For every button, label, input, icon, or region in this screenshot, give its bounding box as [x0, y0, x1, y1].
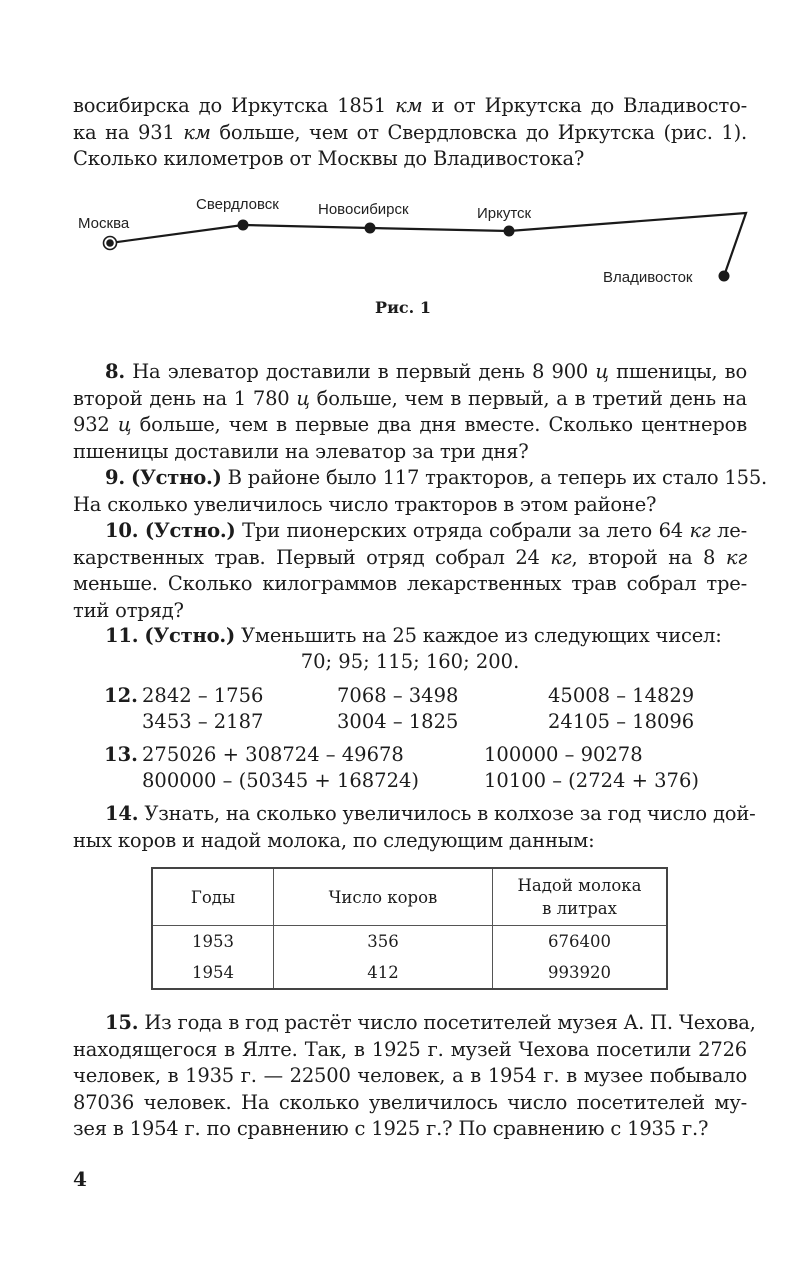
- expression: 275026 + 308724 – 49678: [142, 743, 404, 766]
- vladivostok-marker: [719, 271, 730, 282]
- problem-number: 12.: [104, 684, 138, 707]
- problem-number: 10.: [105, 519, 139, 542]
- text-span: больше, чем в первые два дня вместе. Сколько центнеров: [131, 413, 747, 436]
- text-span: Уменьшить на 25 каждое из следующих чисел:: [241, 624, 722, 647]
- text-line: [73, 1090, 747, 1117]
- header-milk-line: в литрах: [542, 899, 617, 918]
- problem-number: 15.: [105, 1011, 139, 1034]
- header-years: Годы: [152, 868, 274, 926]
- text-span: ных коров и надой молока, по следующим данным:: [73, 828, 595, 852]
- irkutsk-marker: [504, 226, 515, 237]
- table-row: [152, 957, 667, 989]
- text-span: пшеницы, во: [608, 360, 748, 383]
- unit-km: км: [395, 94, 423, 117]
- text-span: Узнать, на сколько увеличилось в колхозе за год число дой-: [144, 802, 756, 825]
- cell-cows: 356: [274, 926, 493, 958]
- route-line: [110, 213, 746, 276]
- text-line: [73, 120, 747, 147]
- text-span: ка на 931: [73, 120, 184, 144]
- expression: 45008 – 14829: [548, 684, 695, 707]
- expression: 7068 – 3498: [337, 684, 459, 707]
- text-span: зея в 1954 г. по сравнению с 1925 г.? По сравнению с 1935 г.?: [73, 1117, 709, 1140]
- city-label-novosibirsk: Новосибирск: [318, 201, 409, 218]
- text-span: больше, чем от Свердловска до Иркутска (рис. 1).: [210, 120, 747, 144]
- text-span: , второй на 8: [571, 545, 726, 569]
- text-line: [73, 571, 747, 598]
- page-number: 4: [73, 1167, 87, 1191]
- expression: 100000 – 90278: [484, 743, 643, 766]
- text-span: и от Иркутска до Владивосто-: [422, 94, 747, 117]
- problem-11-numbers: 70; 95; 115; 160; 200.: [300, 650, 520, 673]
- text-span: 932: [73, 413, 118, 436]
- text-line: [73, 598, 747, 625]
- table-header-row: [152, 868, 667, 926]
- problem-7-continuation: [73, 93, 747, 173]
- text-span: пшеницы доставили на элеватор за три дня?: [73, 439, 529, 463]
- text-line: [73, 492, 747, 519]
- unit-km: км: [183, 120, 211, 144]
- text-span: находящегося в Ялте. Так, в 1925 г. музей Чехова посетили 2726: [73, 1037, 747, 1061]
- problem-8: [73, 359, 747, 465]
- novosibirsk-marker: [365, 223, 376, 234]
- unit-centner: ц: [595, 360, 609, 383]
- header-milk: [493, 868, 668, 926]
- text-span: В районе было 117 тракторов, а теперь их стало 155.: [227, 466, 768, 489]
- text-span: карственных трав. Первый отряд собрал 24: [73, 545, 551, 569]
- text-span: Из года в год растёт число посетителей музея А. П. Чехова,: [144, 1011, 756, 1034]
- cell-milk: 676400: [548, 932, 611, 951]
- cows-milk-table: [151, 867, 668, 990]
- oral-tag: (Устно.): [144, 519, 236, 542]
- text-line: [73, 1063, 747, 1090]
- oral-tag: (Устно.): [144, 624, 236, 647]
- sverdlovsk-marker: [238, 220, 249, 231]
- text-line: [73, 439, 747, 466]
- text-span: человек, в 1935 г. — 22500 человек, а в 1954 г. в музее побывало: [73, 1064, 747, 1087]
- problem-10: [73, 518, 747, 624]
- text-line: [73, 518, 747, 545]
- problem-number: 13.: [104, 743, 138, 766]
- text-span: 87036 человек. На сколько увеличилось число посетителей му-: [73, 1090, 747, 1114]
- text-line: [73, 1010, 756, 1037]
- text-span: второй день на 1 780: [73, 386, 297, 410]
- table-row: [152, 926, 667, 958]
- city-label-irkutsk: Иркутск: [477, 205, 532, 222]
- problem-9: [73, 465, 768, 518]
- problem-number: 14.: [105, 802, 139, 825]
- text-span: Три пионерских отряда собрали за лето 64: [242, 519, 690, 542]
- text-line: [73, 146, 747, 173]
- city-label-moscow: Москва: [78, 215, 130, 232]
- city-label-vladivostok: Владивосток: [603, 269, 693, 286]
- expression: 24105 – 18096: [548, 710, 695, 733]
- header-cows: Число коров: [274, 868, 493, 926]
- problem-14: [73, 801, 756, 854]
- text-span: Сколько километров от Москвы до Владивостока?: [73, 147, 585, 170]
- text-span: тий отряд?: [73, 598, 184, 622]
- unit-kg: кг: [550, 545, 572, 569]
- text-span: восибирска до Иркутска 1851: [73, 94, 396, 117]
- problem-11: [73, 623, 747, 650]
- cell-year: 1953: [152, 926, 274, 958]
- moscow-marker-dot: [106, 239, 114, 247]
- text-span: На элеватор доставили в первый день 8 900: [132, 360, 596, 383]
- text-line: [73, 545, 747, 572]
- problem-number: 8.: [105, 360, 125, 383]
- text-line: [73, 93, 747, 120]
- text-line: [73, 1037, 747, 1064]
- text-span: меньше. Сколько килограммов лекарственных трав собрал тре-: [73, 572, 747, 595]
- oral-tag: (Устно.): [130, 466, 222, 489]
- unit-centner: ц: [296, 386, 310, 410]
- text-line: [73, 386, 747, 413]
- header-milk-line: Надой молока: [517, 876, 642, 895]
- text-line: [73, 359, 747, 386]
- text-line: [73, 465, 768, 492]
- expression: 3004 – 1825: [337, 710, 459, 733]
- text-line: [73, 801, 756, 828]
- text-line: [73, 623, 747, 650]
- problem-15: [73, 1010, 756, 1143]
- text-line: [73, 828, 747, 855]
- text-span: ле-: [710, 519, 748, 542]
- text-line: [73, 412, 747, 439]
- cell-year: 1954: [152, 957, 274, 989]
- expression: 2842 – 1756: [142, 684, 264, 707]
- cell-cows: 412: [274, 957, 493, 989]
- figure-caption: Рис. 1: [375, 298, 431, 317]
- unit-centner: ц: [117, 413, 132, 436]
- problem-number: 11.: [105, 624, 139, 647]
- expression: 10100 – (2724 + 376): [484, 769, 699, 792]
- unit-kg: кг: [689, 519, 711, 542]
- expression: 800000 – (50345 + 168724): [142, 769, 420, 792]
- route-figure: [0, 185, 806, 295]
- cell-milk: 993920: [548, 963, 611, 982]
- text-span: На сколько увеличилось число тракторов в этом районе?: [73, 492, 657, 516]
- city-label-sverdlovsk: Свердловск: [196, 196, 279, 213]
- text-line: [73, 1116, 747, 1143]
- text-span: больше, чем в первый, а в третий день на: [309, 386, 747, 410]
- unit-kg: кг: [725, 545, 747, 569]
- expression: 3453 – 2187: [142, 710, 264, 733]
- problem-number: 9.: [105, 466, 125, 489]
